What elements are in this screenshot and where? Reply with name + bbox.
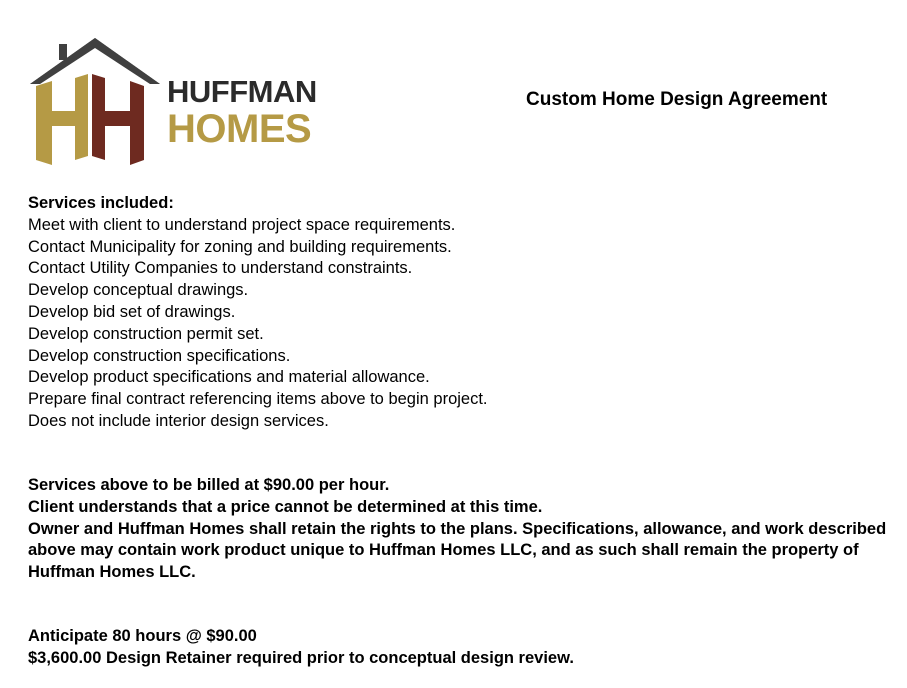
service-item: Contact Municipality for zoning and building requirements.: [28, 237, 452, 256]
services-list: [28, 215, 488, 433]
service-item: Develop construction permit set.: [28, 324, 264, 343]
terms-section: [28, 475, 888, 584]
services-heading: Services included:: [28, 194, 174, 212]
service-item: Does not include interior design services.: [28, 411, 329, 430]
rights-text: Owner and Huffman Homes shall retain the rights to the plans. Specifications, allowance, and work described above may contain work product unique to Huffman Homes LLC, and as such shall remain the property of Huffman Homes LLC.: [28, 519, 887, 582]
service-item: Prepare final contract referencing items above to begin project.: [28, 390, 488, 409]
service-item: Develop conceptual drawings.: [28, 281, 249, 300]
estimate-section: [28, 626, 574, 670]
logo-text-huffman: HUFFMAN: [167, 74, 317, 109]
hours-estimate-text: Anticipate 80 hours @ $90.00: [28, 627, 257, 645]
document-title: Custom Home Design Agreement: [526, 89, 828, 110]
service-item: Develop construction specifications.: [28, 346, 291, 365]
services-section: [28, 193, 488, 433]
service-item: Meet with client to understand project space requirements.: [28, 215, 456, 234]
service-item: Contact Utility Companies to understand constraints.: [28, 259, 413, 278]
billing-rate-text: Services above to be billed at $90.00 per hour.: [28, 476, 390, 494]
company-logo: [30, 34, 330, 166]
price-disclaimer-text: Client understands that a price cannot be determined at this time.: [28, 497, 543, 516]
logo-text-homes: HOMES: [167, 107, 312, 151]
service-item: Develop product specifications and material allowance.: [28, 368, 430, 387]
house-logo-icon: [30, 34, 165, 166]
retainer-text: $3,600.00 Design Retainer required prior to conceptual design review.: [28, 648, 574, 667]
service-item: Develop bid set of drawings.: [28, 302, 236, 321]
